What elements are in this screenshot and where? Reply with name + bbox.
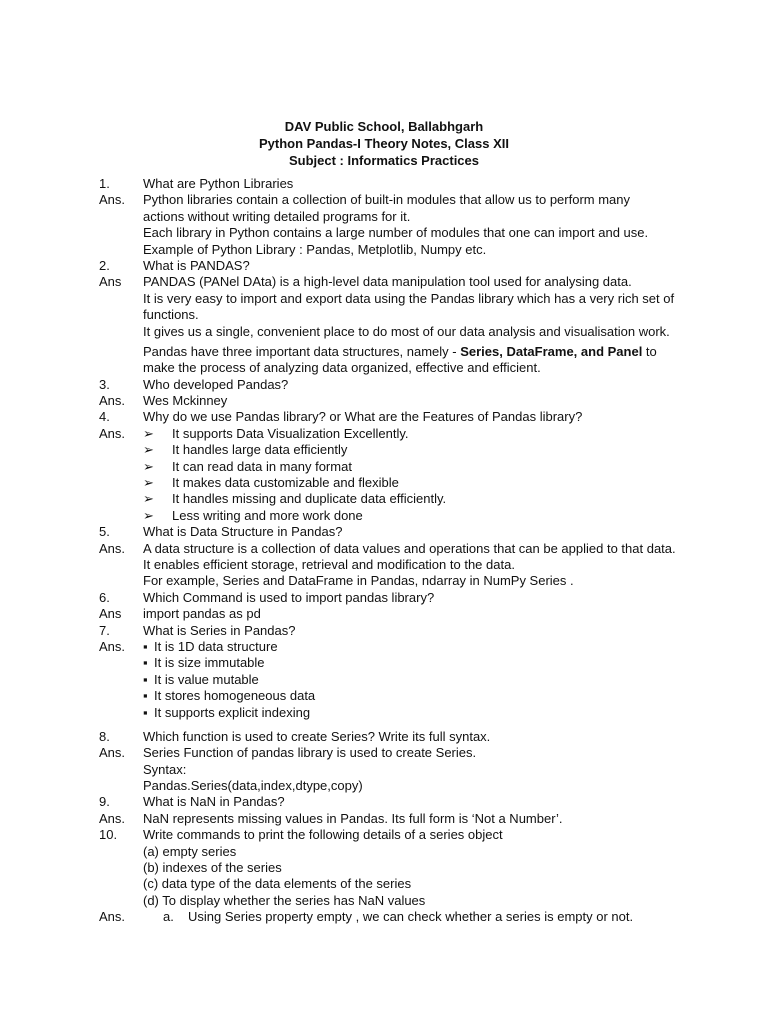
answer-line — [99, 209, 699, 225]
answer-text — [143, 344, 657, 360]
answer-line — [99, 778, 699, 794]
question-2 — [99, 258, 699, 274]
answer-9 — [99, 811, 699, 827]
indent — [99, 655, 143, 671]
answer-2 — [99, 274, 699, 290]
answer-label: Ans. — [99, 192, 126, 208]
list-item-text: It supports Data Visualization Excellently. — [172, 425, 409, 441]
arrow-bullet-icon: ➢ — [143, 507, 154, 523]
answer-label: Ans. — [99, 745, 126, 761]
list-item-text: It can read data in many format — [172, 458, 352, 474]
question-text: Write commands to print the following details of a series object — [143, 827, 503, 843]
answer-label: Ans. — [99, 810, 126, 826]
answer-line — [99, 242, 699, 258]
document-title: Python Pandas-I Theory Notes, Class XII — [259, 136, 509, 151]
square-bullet-icon: ▪ — [143, 638, 148, 654]
answer-10 — [99, 909, 699, 925]
answer-text: Using Series property empty , we can check whether a series is empty or not. — [188, 909, 634, 925]
indent — [99, 225, 143, 241]
answer-text: NaN represents missing values in Pandas. Its full form is ‘Not a Number’. — [143, 810, 563, 826]
question-7 — [99, 623, 699, 639]
question-number: 8. — [99, 728, 110, 744]
list-item — [143, 655, 265, 671]
arrow-bullet-icon: ➢ — [143, 475, 154, 491]
list-item-text: It is size immutable — [154, 655, 265, 671]
question-number: 10. — [99, 827, 118, 843]
question-1 — [99, 176, 699, 192]
list-item — [143, 688, 315, 704]
indent — [99, 672, 143, 688]
arrow-bullet-icon: ➢ — [143, 491, 154, 507]
question-text: What is Data Structure in Pandas? — [143, 524, 343, 540]
indent — [99, 324, 143, 340]
indent — [99, 459, 143, 475]
answer-line — [99, 307, 699, 323]
question-item: (b) indexes of the series — [143, 860, 282, 876]
answer-text: actions without writing detailed programs for it. — [143, 208, 411, 224]
square-bullet-icon: ▪ — [143, 688, 148, 704]
question-item: (d) To display whether the series has NaN values — [143, 892, 426, 908]
question-text: What is Series in Pandas? — [143, 622, 296, 638]
list-item-text: It makes data customizable and flexible — [172, 475, 399, 491]
list-item — [143, 705, 310, 721]
list-item-text: It supports explicit indexing — [154, 704, 311, 720]
answer-8 — [99, 745, 699, 761]
answer-subitem — [143, 909, 633, 925]
question-6 — [99, 590, 699, 606]
arrow-bullet-icon: ➢ — [143, 442, 154, 458]
answer-text: Example of Python Library : Pandas, Metplotlib, Numpy etc. — [143, 241, 487, 257]
square-bullet-icon: ▪ — [143, 655, 148, 671]
answer-line — [99, 491, 699, 507]
indent — [99, 844, 143, 860]
list-item-text: Less writing and more work done — [172, 507, 363, 523]
answer-text: It enables efficient storage, retrieval and modification to the data. — [143, 556, 515, 572]
question-text: Why do we use Pandas library? or What are the Features of Pandas library? — [143, 409, 583, 425]
answer-label: Ans. — [99, 425, 126, 441]
answer-label: Ans — [99, 606, 122, 622]
answer-3 — [99, 393, 699, 409]
question-3 — [99, 377, 699, 393]
subitem-letter: a. — [163, 909, 174, 925]
answer-label: Ans — [99, 274, 122, 290]
answer-text: Each library in Python contains a large number of modules that one can import and use. — [143, 225, 649, 241]
question-line — [99, 893, 699, 909]
question-text: What are Python Libraries — [143, 176, 294, 191]
indent — [99, 360, 143, 376]
indent — [99, 705, 143, 721]
question-number: 9. — [99, 794, 110, 810]
answer-label: Ans. — [99, 638, 126, 654]
school-name: DAV Public School, Ballabhgarh — [284, 119, 484, 134]
indent — [99, 491, 143, 507]
indent — [99, 762, 143, 778]
subject-line: Subject : Informatics Practices — [288, 153, 479, 168]
syntax-code: Pandas.Series(data,index,dtype,copy) — [143, 778, 363, 794]
answer-text: For example, Series and DataFrame in Pandas, ndarray in NumPy Series . — [143, 573, 574, 589]
question-text: What is NaN in Pandas? — [143, 794, 285, 810]
list-item — [143, 459, 352, 475]
square-bullet-icon: ▪ — [143, 704, 148, 720]
indent — [99, 860, 143, 876]
answer-text: make the process of analyzing data organized, effective and efficient. — [143, 360, 541, 376]
arrow-bullet-icon: ➢ — [143, 425, 154, 441]
question-text: Who developed Pandas? — [143, 376, 289, 392]
syntax-label: Syntax: — [143, 761, 187, 777]
document-header — [0, 118, 768, 169]
question-9 — [99, 794, 699, 810]
answer-line — [99, 475, 699, 491]
answer-line — [99, 557, 699, 573]
list-item — [143, 491, 446, 507]
indent — [99, 893, 143, 909]
arrow-bullet-icon: ➢ — [143, 458, 154, 474]
question-number: 2. — [99, 257, 110, 273]
answer-6 — [99, 606, 699, 622]
question-10 — [99, 827, 699, 843]
question-text: Which function is used to create Series? Write its full syntax. — [143, 728, 491, 744]
answer-line — [99, 225, 699, 241]
question-5 — [99, 524, 699, 540]
answer-7 — [99, 639, 699, 655]
answer-line — [99, 344, 699, 360]
indent — [99, 344, 143, 360]
indent — [99, 557, 143, 573]
list-item — [143, 442, 347, 458]
question-line — [99, 876, 699, 892]
list-item-text: It handles missing and duplicate data efficiently. — [172, 491, 447, 507]
indent — [99, 291, 143, 307]
answer-text: functions. — [143, 307, 199, 323]
answer-line — [99, 688, 699, 704]
question-number: 7. — [99, 622, 110, 638]
indent — [99, 778, 143, 794]
data-structures-emphasis: Series, DataFrame, and Panel — [460, 343, 643, 359]
question-number: 5. — [99, 524, 110, 540]
question-item: (a) empty series — [143, 843, 237, 859]
answer-text: PANDAS (PANel DAta) is a high-level data manipulation tool used for analysing data. — [143, 274, 632, 290]
list-item — [143, 475, 399, 491]
indent — [99, 442, 143, 458]
question-number: 4. — [99, 409, 110, 425]
answer-text: import pandas as pd — [143, 606, 261, 622]
answer-label: Ans. — [99, 909, 126, 925]
list-item — [143, 426, 409, 442]
answer-line — [99, 573, 699, 589]
answer-label: Ans. — [99, 393, 126, 409]
question-line — [99, 860, 699, 876]
answer-line — [99, 291, 699, 307]
answer-4 — [99, 426, 699, 442]
indent — [99, 209, 143, 225]
question-text: What is PANDAS? — [143, 257, 250, 273]
indent — [99, 876, 143, 892]
text-run: Pandas have three important data structures, namely - — [143, 343, 461, 359]
indent — [99, 688, 143, 704]
answer-line — [99, 442, 699, 458]
answer-text: It gives us a single, convenient place to do most of our data analysis and visualisation work. — [143, 323, 670, 339]
list-item-text: It handles large data efficiently — [172, 442, 348, 458]
answer-line — [99, 655, 699, 671]
list-item-text: It is value mutable — [154, 671, 259, 687]
question-text: Which Command is used to import pandas library? — [143, 589, 435, 605]
question-number: 1. — [99, 176, 110, 191]
answer-line — [99, 705, 699, 721]
answer-text: Series Function of pandas library is used to create Series. — [143, 745, 477, 761]
answer-line — [99, 508, 699, 524]
list-item — [143, 508, 363, 524]
list-item-text: It stores homogeneous data — [154, 688, 316, 704]
answer-line — [99, 459, 699, 475]
answer-text: Wes Mckinney — [143, 393, 228, 409]
answer-text: Python libraries contain a collection of built-in modules that allow us to perform many — [143, 192, 631, 208]
answer-1 — [99, 192, 699, 208]
answer-label: Ans. — [99, 540, 126, 556]
answer-5 — [99, 541, 699, 557]
question-4 — [99, 409, 699, 425]
answer-line — [99, 360, 699, 376]
question-8 — [99, 729, 699, 745]
list-item-text: It is 1D data structure — [154, 638, 278, 654]
indent — [99, 508, 143, 524]
question-number: 3. — [99, 376, 110, 392]
answer-line — [99, 672, 699, 688]
notes-body — [99, 176, 699, 926]
indent — [99, 242, 143, 258]
indent — [99, 573, 143, 589]
answer-text: A data structure is a collection of data values and operations that can be applied to that data. — [143, 540, 676, 556]
question-item: (c) data type of the data elements of the series — [143, 876, 412, 892]
answer-text: It is very easy to import and export data using the Pandas library which has a very rich set of — [143, 290, 675, 306]
indent — [99, 475, 143, 491]
answer-line — [99, 324, 699, 340]
list-item — [143, 639, 278, 655]
answer-line — [99, 762, 699, 778]
text-run: to — [642, 343, 657, 359]
square-bullet-icon: ▪ — [143, 671, 148, 687]
question-number: 6. — [99, 589, 110, 605]
indent — [99, 307, 143, 323]
question-line — [99, 844, 699, 860]
list-item — [143, 672, 259, 688]
